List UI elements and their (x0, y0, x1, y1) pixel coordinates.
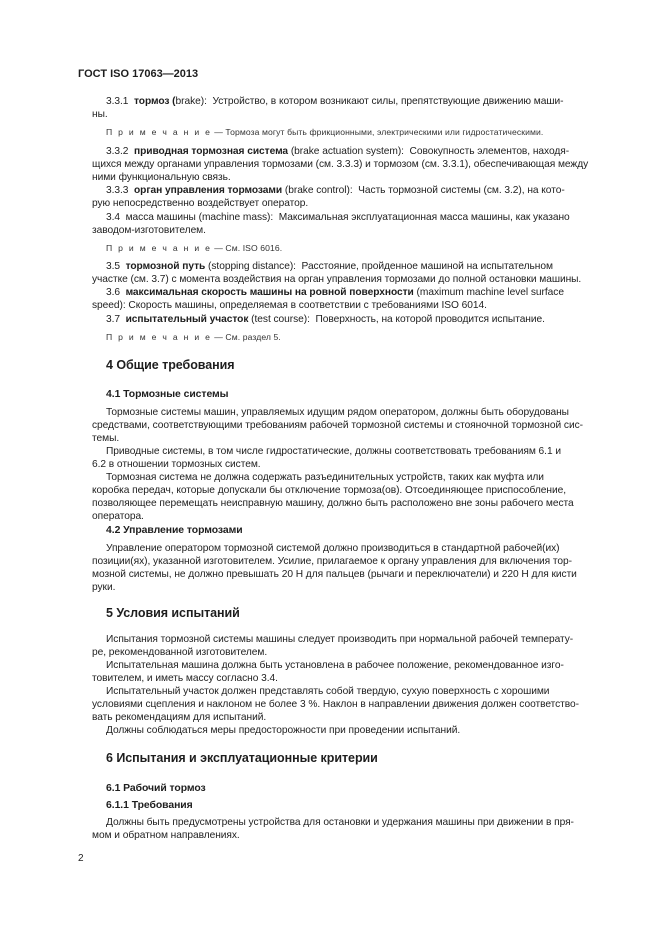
section-6-1-1-p1-l2: мом и обратном направлениях. (92, 830, 240, 841)
section-4-2-p1-l3: мозной системы, не должно превышать 20 Н для пальцев (рычаги и переключатели) и 220 Н для кисти (92, 569, 577, 580)
section-6-1-heading: 6.1 Рабочий тормоз (106, 783, 206, 794)
definition-3-7: 3.7 испытательный участок (test course): Поверхность, на которой проводится испытание. (106, 314, 545, 325)
page-header-standard-code: ГОСТ ISO 17063—2013 (78, 68, 199, 80)
section-6-1-1-p1-l1: Должны быть предусмотрены устройства для остановки и удержания машины при движении в пря- (106, 817, 574, 828)
section-4-1-p2-l1: Приводные системы, в том числе гидростатические, должны соответствовать требованиям 6.1 и (106, 446, 561, 457)
definition-3-3-1-cont: ны. (92, 109, 108, 120)
section-4-2-p1-l2: позиции(ях), указанной изготовителем. Усилие, прилагаемое к органу управления для включения тор- (92, 556, 572, 567)
definition-3-3-2: 3.3.2 приводная тормозная система (brake actuation system): Совокупность элементов, находя- (106, 146, 570, 157)
section-5-p1-l2: ре, рекомендованной изготовителем. (92, 647, 268, 658)
section-4-1-p3-l4: оператора. (92, 511, 144, 522)
section-5-p2-l2: товителем, и иметь массу согласно 3.4. (92, 673, 278, 684)
section-4-1-p1-l1: Тормозные системы машин, управляемых идущим рядом оператором, должны быть оборудованы (106, 407, 569, 418)
section-4-1-p3-l1: Тормозная система не должна содержать разъединительных устройств, таких как муфта или (106, 472, 544, 483)
definition-3-4-line2: заводом-изготовителем. (92, 225, 206, 236)
page-number: 2 (78, 853, 84, 864)
section-4-1-p2-l2: 6.2 в отношении тормозных систем. (92, 459, 261, 470)
section-4-1-p3-l2: коробка передач, которые допускали бы отключение тормоза(ов). Отсоединяющее приспособление, (92, 485, 566, 496)
definition-3-3-1: 3.3.1 тормоз (brake): Устройство, в котором возникают силы, препятствующие движению маши- (106, 96, 564, 107)
definition-3-3-2-line2: щихся между органами управления тормозами (см. 3.3.3) и тормозом (см. 3.3.1), обеспечивающая между (92, 159, 589, 170)
section-4-2-p1-l1: Управление оператором тормозной системой должно производиться в стандартной рабочей(их) (106, 543, 560, 554)
section-5-p3-l1: Испытательный участок должен представлять собой твердую, сухую поверхность с хорошими (106, 686, 550, 697)
note-3: П р и м е ч а н и е — См. раздел 5. (106, 332, 281, 342)
section-4-heading: 4 Общие требования (106, 358, 235, 372)
definition-3-6: 3.6 максимальная скорость машины на ровной поверхности (maximum machine level surface (106, 287, 564, 298)
note-1: П р и м е ч а н и е — Тормоза могут быть фрикционными, электрическими или гидростатическими. (106, 127, 544, 137)
section-5-p2-l1: Испытательная машина должна быть установлена в рабочее положение, рекомендованное изго- (106, 660, 564, 671)
section-6-heading: 6 Испытания и эксплуатационные критерии (106, 751, 378, 765)
note-2: П р и м е ч а н и е — См. ISO 6016. (106, 243, 283, 253)
section-6-1-1-heading: 6.1.1 Требования (106, 800, 193, 811)
definition-3-3-3-line2: рую непосредственно воздействует оператор. (92, 198, 309, 209)
definition-3-5: 3.5 тормозной путь (stopping distance): Расстояние, пройденное машиной на испытательном (106, 261, 553, 272)
section-4-1-heading: 4.1 Тормозные системы (106, 389, 229, 400)
section-5-p3-l2: условиями сцепления и наклоном не более 3 %. Наклон в направлении движения должен соответство- (92, 699, 579, 710)
definition-3-3-2-line3: ними функциональную связь. (92, 172, 231, 183)
definition-3-6-line2: speed): Скорость машины, определяемая в соответствии с требованиями ISO 6014. (92, 300, 487, 311)
section-4-2-heading: 4.2 Управление тормозами (106, 525, 243, 536)
section-5-p3-l3: вать рекомендациям для испытаний. (92, 712, 267, 723)
definition-3-5-line2: участке (см. 3.7) с момента воздействия на орган управления тормозами до полной остановки машины. (92, 274, 582, 285)
section-4-1-p1-l2: средствами, соответствующими требованиям рабочей тормозной системы и стояночной тормозной сис- (92, 420, 583, 431)
section-4-1-p1-l3: темы. (92, 433, 120, 444)
definition-3-4: 3.4 масса машины (machine mass): Максимальная эксплуатационная масса машины, как указано (106, 212, 570, 223)
section-4-2-p1-l4: руки. (92, 582, 116, 593)
section-5-heading: 5 Условия испытаний (106, 606, 240, 620)
section-5-p1-l1: Испытания тормозной системы машины следует производить при нормальной рабочей температу- (106, 634, 574, 645)
section-5-p4-l1: Должны соблюдаться меры предосторожности при проведении испытаний. (106, 725, 461, 736)
section-4-1-p3-l3: позволяющее перемещать неисправную машину, должно быть расположено вне зоны рабочего места (92, 498, 574, 509)
definition-3-3-3: 3.3.3 орган управления тормозами (brake control): Часть тормозной системы (см. 3.2), на кото- (106, 185, 565, 196)
